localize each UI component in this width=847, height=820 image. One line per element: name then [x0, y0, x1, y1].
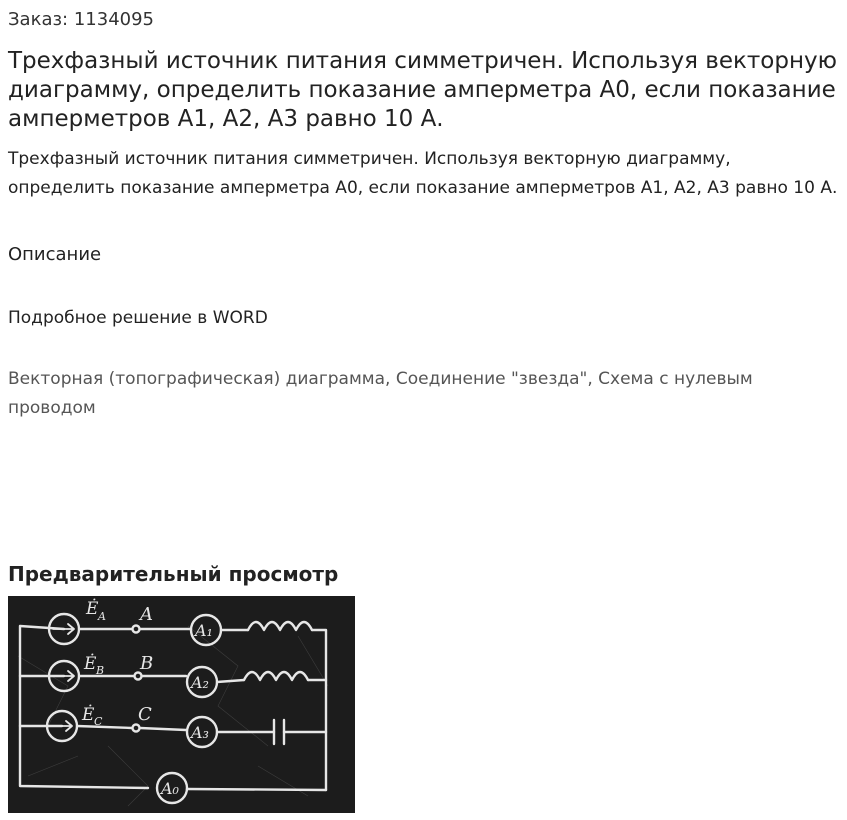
preview-heading: Предварительный просмотр [8, 562, 339, 586]
solution-format: Подробное решение в WORD [8, 308, 268, 328]
label-ec: Ė [82, 705, 95, 725]
tag-list [8, 365, 843, 422]
label-a1: A₁ [195, 621, 213, 640]
label-eb: Ė [84, 654, 97, 674]
page-title: Трехфазный источник питания симметричен. Используя векторную диаграмму, определить показание амперметра А0, если показание амперметров А1, А2, А3 равно 10 А. [8, 48, 837, 132]
description-heading: Описание [8, 244, 102, 265]
tag-vector-diagram[interactable]: Векторная (топографическая) диаграмма [8, 369, 386, 389]
label-a3: A₃ [191, 723, 209, 742]
order-label: Заказ: [8, 9, 69, 30]
label-node-a: A [140, 604, 153, 625]
label-ec-sub: C [94, 715, 103, 728]
order-number: 1134095 [73, 9, 155, 30]
label-ea: Ė [86, 599, 99, 619]
preview-image [8, 596, 355, 813]
label-eb-sub: B [96, 664, 105, 677]
label-node-b: B [140, 653, 154, 674]
tag-separator: , [587, 369, 599, 389]
label-node-c: C [138, 704, 152, 725]
tag-neutral-wire-circuit[interactable]: Схема с нулевым проводом [8, 369, 753, 418]
label-a2: A₂ [191, 673, 209, 692]
label-a0: A₀ [161, 779, 179, 798]
tag-star-connection[interactable]: Соединение "звезда" [395, 369, 588, 389]
neutral-return-wire [187, 789, 326, 790]
order-line [8, 9, 154, 30]
task-description: Трехфазный источник питания симметричен. Используя векторную диаграмму, определить показание амперметра А0, если показание амперметров А1, А2, А3 равно 10 А. [8, 149, 838, 198]
label-ea-sub: A [98, 610, 106, 623]
tag-separator: , [385, 369, 396, 389]
